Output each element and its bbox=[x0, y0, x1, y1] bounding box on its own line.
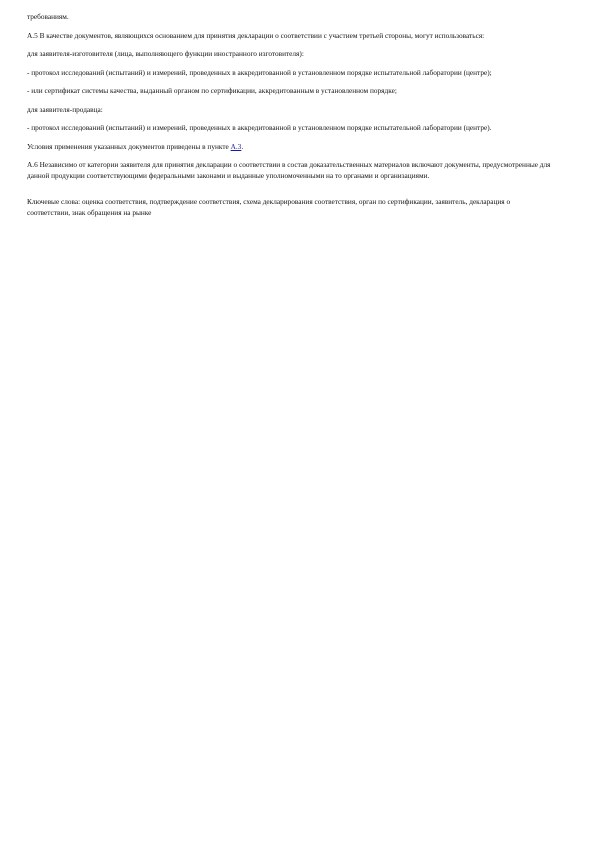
paragraph-a5: А.5 В качестве документов, являющихся основанием для принятия декларации о соответствии с участием третьей стороны, могут использоваться: bbox=[27, 30, 485, 40]
list-item-quality-certificate: - или сертификат системы качества, выданный органом по сертификации, аккредитованным в установленном порядке; bbox=[27, 86, 397, 95]
paragraph-a6: А.6 Независимо от категории заявителя для принятия декларации о соответствии в состав доказательственных материалов включают документы, предусмотренные для данной продукции соответствующими федеральными законами и выданные уполномоченными на то органами и организациями. bbox=[27, 160, 551, 180]
list-item-seller-test-report: - протокол исследований (испытаний) и измерений, проведенных в аккредитованной в установленном порядке испытательной лаборатории (центре). bbox=[27, 123, 492, 132]
paragraph-keywords: Ключевые слова: оценка соответствия, подтверждение соответствия, схема декларирования соответствия, орган по сертификации, заявитель, декларация о соответствии, знак обращения на рынке bbox=[27, 197, 511, 217]
paragraph-conditions bbox=[27, 142, 552, 153]
paragraph-continued: требованиям. bbox=[27, 12, 69, 21]
document-body bbox=[27, 12, 552, 226]
conditions-text: Условия применения указанных документов приведены в пункте bbox=[27, 141, 231, 151]
list-item-test-report: - протокол исследований (испытаний) и измерений, проведенных в аккредитованной в установленном порядке испытательной лаборатории (центре); bbox=[27, 67, 492, 77]
clause-a3-link[interactable]: А.3 bbox=[230, 141, 242, 151]
paragraph-seller: для заявителя-продавца: bbox=[27, 104, 103, 114]
conditions-period: . bbox=[241, 141, 244, 151]
paragraph-manufacturer: для заявителя-изготовителя (лица, выполняющего функции иностранного изготовителя): bbox=[27, 49, 304, 58]
